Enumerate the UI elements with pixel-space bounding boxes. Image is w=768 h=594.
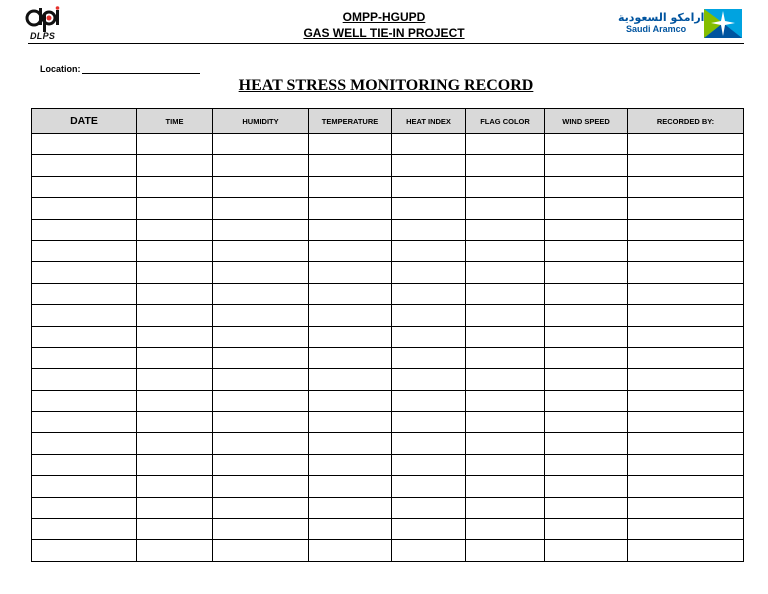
table-cell[interactable] [32, 347, 137, 368]
table-cell[interactable] [32, 412, 137, 433]
table-cell[interactable] [137, 240, 213, 261]
table-row [32, 390, 744, 411]
table-cell[interactable] [392, 476, 466, 497]
table-cell[interactable] [466, 476, 545, 497]
table-cell[interactable] [32, 326, 137, 347]
table-cell[interactable] [466, 326, 545, 347]
table-cell[interactable] [392, 198, 466, 219]
table-cell[interactable] [392, 283, 466, 304]
table-cell[interactable] [628, 369, 744, 390]
table-cell[interactable] [545, 155, 628, 176]
table-cell[interactable] [392, 176, 466, 197]
table-cell[interactable] [309, 155, 392, 176]
table-cell[interactable] [137, 390, 213, 411]
table-cell[interactable] [392, 497, 466, 518]
table-cell[interactable] [628, 283, 744, 304]
table-cell[interactable] [309, 519, 392, 540]
table-cell[interactable] [466, 412, 545, 433]
table-cell[interactable] [32, 390, 137, 411]
table-cell[interactable] [213, 476, 309, 497]
table-cell[interactable] [466, 240, 545, 261]
table-cell[interactable] [466, 134, 545, 155]
table-cell[interactable] [309, 240, 392, 261]
table-cell[interactable] [32, 198, 137, 219]
project-code: OMPP-HGUPD [342, 10, 426, 24]
table-cell[interactable] [545, 134, 628, 155]
table-cell[interactable] [137, 540, 213, 561]
table-cell[interactable] [32, 219, 137, 240]
table-cell[interactable] [32, 176, 137, 197]
table-cell[interactable] [545, 262, 628, 283]
table-cell[interactable] [213, 262, 309, 283]
table-cell[interactable] [628, 155, 744, 176]
table-row [32, 540, 744, 561]
table-cell[interactable] [466, 198, 545, 219]
table-cell[interactable] [466, 369, 545, 390]
table-cell[interactable] [137, 347, 213, 368]
table-cell[interactable] [628, 240, 744, 261]
table-cell[interactable] [32, 155, 137, 176]
table-cell[interactable] [309, 198, 392, 219]
project-name: GAS WELL TIE-IN PROJECT [303, 26, 465, 40]
table-cell[interactable] [545, 454, 628, 475]
table-cell[interactable] [628, 476, 744, 497]
table-cell[interactable] [137, 283, 213, 304]
table-cell[interactable] [32, 540, 137, 561]
table-body [32, 134, 744, 562]
table-cell[interactable] [309, 176, 392, 197]
table-cell[interactable] [628, 454, 744, 475]
table-cell[interactable] [392, 412, 466, 433]
table-cell[interactable] [213, 198, 309, 219]
table-cell[interactable] [628, 176, 744, 197]
table-cell[interactable] [628, 134, 744, 155]
table-cell[interactable] [137, 305, 213, 326]
table-cell[interactable] [213, 347, 309, 368]
table-cell[interactable] [392, 433, 466, 454]
table-cell[interactable] [392, 369, 466, 390]
table-cell[interactable] [466, 454, 545, 475]
table-cell[interactable] [466, 347, 545, 368]
table-cell[interactable] [213, 283, 309, 304]
table-cell[interactable] [32, 369, 137, 390]
heat-stress-table [31, 108, 744, 562]
table-cell[interactable] [137, 369, 213, 390]
table-cell[interactable] [628, 433, 744, 454]
table-cell[interactable] [466, 390, 545, 411]
table-row [32, 519, 744, 540]
table-cell[interactable] [545, 412, 628, 433]
table-cell[interactable] [545, 476, 628, 497]
table-cell[interactable] [466, 262, 545, 283]
aramco-arabic-name: ارامكو السعودية [618, 11, 705, 24]
table-cell[interactable] [309, 369, 392, 390]
column-header-wind-speed: WIND SPEED [545, 109, 628, 134]
table-cell[interactable] [309, 412, 392, 433]
table-cell[interactable] [137, 454, 213, 475]
table-cell[interactable] [213, 176, 309, 197]
table-cell[interactable] [137, 155, 213, 176]
table-cell[interactable] [466, 283, 545, 304]
column-header-recorded-by: RECORDED BY: [628, 109, 744, 134]
table-cell[interactable] [32, 262, 137, 283]
column-header-date: DATE [32, 109, 137, 134]
table-cell[interactable] [309, 433, 392, 454]
table-cell[interactable] [545, 347, 628, 368]
table-cell[interactable] [309, 134, 392, 155]
table-row [32, 240, 744, 261]
table-cell[interactable] [309, 326, 392, 347]
table-cell[interactable] [213, 305, 309, 326]
table-cell[interactable] [137, 326, 213, 347]
table-row [32, 497, 744, 518]
column-header-time: TIME [137, 109, 213, 134]
table-row [32, 283, 744, 304]
table-cell[interactable] [137, 433, 213, 454]
column-header-heat-index: HEAT INDEX [392, 109, 466, 134]
table-cell[interactable] [213, 497, 309, 518]
table-cell[interactable] [392, 519, 466, 540]
table-row [32, 433, 744, 454]
table-cell[interactable] [309, 262, 392, 283]
table-cell[interactable] [309, 540, 392, 561]
table-cell[interactable] [32, 497, 137, 518]
table-cell[interactable] [213, 219, 309, 240]
location-field[interactable] [82, 73, 200, 74]
table-cell[interactable] [466, 305, 545, 326]
table-cell[interactable] [545, 497, 628, 518]
table-cell[interactable] [137, 262, 213, 283]
table-cell[interactable] [213, 390, 309, 411]
table-cell[interactable] [392, 326, 466, 347]
table-cell[interactable] [213, 134, 309, 155]
table-cell[interactable] [628, 347, 744, 368]
column-header-humidity: HUMIDITY [213, 109, 309, 134]
table-cell[interactable] [392, 240, 466, 261]
table-cell[interactable] [32, 305, 137, 326]
table-cell[interactable] [309, 497, 392, 518]
table-cell[interactable] [628, 390, 744, 411]
table-row [32, 347, 744, 368]
table-cell[interactable] [213, 240, 309, 261]
dlps-logo-text: DLPS [30, 31, 56, 41]
table-cell[interactable] [32, 134, 137, 155]
table-cell[interactable] [32, 283, 137, 304]
table-cell[interactable] [392, 454, 466, 475]
table-cell[interactable] [309, 283, 392, 304]
table-cell[interactable] [545, 519, 628, 540]
table-row [32, 454, 744, 475]
table-row [32, 476, 744, 497]
table-cell[interactable] [213, 433, 309, 454]
table-cell[interactable] [628, 412, 744, 433]
table-row [32, 134, 744, 155]
table-cell[interactable] [137, 476, 213, 497]
table-cell[interactable] [545, 198, 628, 219]
table-cell[interactable] [466, 497, 545, 518]
table-cell[interactable] [213, 540, 309, 561]
page-title: HEAT STRESS MONITORING RECORD [238, 77, 534, 94]
table-cell[interactable] [392, 219, 466, 240]
table-cell[interactable] [466, 540, 545, 561]
table-cell[interactable] [545, 369, 628, 390]
table-cell[interactable] [392, 134, 466, 155]
table-cell[interactable] [545, 540, 628, 561]
table-row [32, 262, 744, 283]
table-cell[interactable] [466, 155, 545, 176]
table-header-row [32, 109, 744, 134]
table-cell[interactable] [628, 198, 744, 219]
table-cell[interactable] [32, 433, 137, 454]
table-row [32, 219, 744, 240]
table-cell[interactable] [628, 540, 744, 561]
table-cell[interactable] [213, 369, 309, 390]
table-cell[interactable] [628, 326, 744, 347]
table-cell[interactable] [309, 347, 392, 368]
table-cell[interactable] [392, 390, 466, 411]
table-row [32, 369, 744, 390]
table-cell[interactable] [628, 219, 744, 240]
table-cell[interactable] [137, 412, 213, 433]
aramco-star-icon [704, 9, 742, 38]
table-cell[interactable] [309, 305, 392, 326]
table-cell[interactable] [392, 347, 466, 368]
table-cell[interactable] [309, 476, 392, 497]
table-cell[interactable] [545, 390, 628, 411]
table-cell[interactable] [213, 454, 309, 475]
table-cell[interactable] [32, 240, 137, 261]
table-cell[interactable] [392, 262, 466, 283]
table-cell[interactable] [213, 155, 309, 176]
table-cell[interactable] [545, 433, 628, 454]
table-cell[interactable] [466, 176, 545, 197]
table-cell[interactable] [628, 262, 744, 283]
table-cell[interactable] [392, 540, 466, 561]
table-cell[interactable] [466, 219, 545, 240]
table-cell[interactable] [466, 519, 545, 540]
column-header-temperature: TEMPERATURE [309, 109, 392, 134]
document-header [0, 0, 768, 44]
table-row [32, 198, 744, 219]
location-label: Location: [40, 64, 81, 74]
aramco-english-name: Saudi Aramco [626, 24, 687, 34]
table-cell[interactable] [545, 176, 628, 197]
table-cell[interactable] [545, 326, 628, 347]
table-cell[interactable] [137, 198, 213, 219]
table-cell[interactable] [392, 305, 466, 326]
table-cell[interactable] [32, 519, 137, 540]
table-cell[interactable] [137, 176, 213, 197]
table-cell[interactable] [137, 519, 213, 540]
table-cell[interactable] [545, 283, 628, 304]
table-cell[interactable] [628, 305, 744, 326]
table-cell[interactable] [466, 433, 545, 454]
table-row [32, 155, 744, 176]
table-row [32, 176, 744, 197]
table-cell[interactable] [213, 519, 309, 540]
table-cell[interactable] [213, 412, 309, 433]
column-header-flag-color: FLAG COLOR [466, 109, 545, 134]
table-cell[interactable] [309, 454, 392, 475]
header-divider [28, 43, 744, 44]
table-cell[interactable] [137, 497, 213, 518]
table-cell[interactable] [137, 219, 213, 240]
table-cell[interactable] [545, 219, 628, 240]
table-row [32, 305, 744, 326]
table-cell[interactable] [545, 305, 628, 326]
table-cell[interactable] [309, 390, 392, 411]
table-cell[interactable] [32, 454, 137, 475]
table-cell[interactable] [137, 134, 213, 155]
table-cell[interactable] [309, 219, 392, 240]
table-row [32, 326, 744, 347]
table-cell[interactable] [628, 497, 744, 518]
table-cell[interactable] [32, 476, 137, 497]
table-cell[interactable] [392, 155, 466, 176]
table-cell[interactable] [628, 519, 744, 540]
table-cell[interactable] [545, 240, 628, 261]
table-cell[interactable] [213, 326, 309, 347]
table-row [32, 412, 744, 433]
